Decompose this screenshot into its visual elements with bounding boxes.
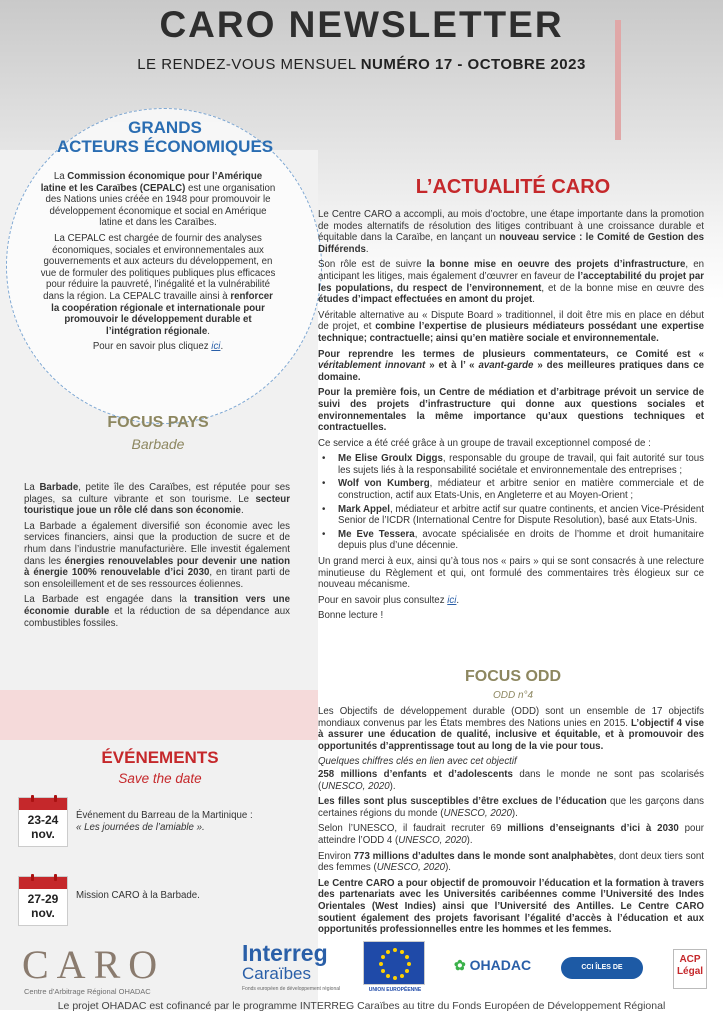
- acteurs-p1: La Commission économique pour l’Amérique latine et les Caraïbes (CEPALC) est une organisation des Nations unies créée en 1948 pour promouvoir le développement économique et social en Amérique latine et dans les Caraïbes.: [40, 171, 276, 229]
- odd-heading: FOCUS ODD: [465, 668, 561, 685]
- odd-p1: Les Objectifs de développement durable (ODD) sont un ensemble de 17 objectifs mondiaux convenus par les États membres des Nations unies en 2015. L’objectif 4 vise à assurer une éducation de qualité, inclusive et équitable, et à promouvoir des opportunités d’apprentissage tout au long de la vie pour tous.: [318, 706, 704, 752]
- actu-more: Pour en savoir plus consultez ici.: [318, 594, 460, 606]
- focus-pays-country: Barbade: [131, 436, 185, 452]
- member-item: • Me Eve Tessera, avocate spécialisée en droits de l’homme et droit humanitaire depuis plus d’une décennie.: [318, 529, 704, 552]
- odd-p6: Environ 773 millions d’adultes dans le monde sont analphabètes, dont deux tiers sont des femmes (UNESCO, 2020).: [318, 850, 704, 874]
- odd-p4: Les filles sont plus susceptibles d’être exclues de l’éducation que les garçons dans certaines régions du monde (UNESCO, 2020).: [318, 796, 704, 819]
- eu-flag-icon: [363, 941, 425, 985]
- actu-p4: Pour reprendre les termes de plusieurs commentateurs, ce Comité est « véritablement innovant » et à l’ « avant-garde » des meilleures pratiques dans ce domaine.: [318, 348, 704, 383]
- cci-logo: CCI ÎLES DE GUADELOUPE: [561, 957, 643, 979]
- actu-p2: Son rôle est de suivre la bonne mise en oeuvre des projets d’infrastructure, en anticipant les litiges, mais également d’œuvrer en faveur de l’acceptabilité du projet par les populations, du respect de l’environnement, et de la bonne mise en œuvre des études d’impact effectuées en amont du projet.: [318, 259, 704, 306]
- newsletter-subtitle: LE RENDEZ-VOUS MENSUEL NUMÉRO 17 - OCTOBRE 2023: [137, 56, 586, 73]
- acteurs-link[interactable]: ici: [211, 341, 221, 353]
- pays-p1: La Barbade, petite île des Caraïbes, est réputée pour ses plages, sa culture vibrante et son tourisme. Le secteur touristique joue un rôle clé dans son économie.: [24, 482, 290, 517]
- pink-band: [0, 690, 318, 740]
- member-item: • Me Elise Groulx Diggs, responsable du groupe de travail, qui fait autorité sur tous les sujets liés à la responsabilité sociétale et environnementale des entreprises ;: [318, 453, 704, 476]
- eu-label: UNION EUROPÉENNE: [368, 987, 422, 993]
- actualite-link[interactable]: ici: [447, 594, 457, 606]
- actualite-body: [318, 209, 704, 626]
- actu-p6: Ce service a été créé grâce à un groupe de travail exceptionnel composé de :: [318, 437, 651, 449]
- caro-logo: CARO: [22, 942, 166, 987]
- ohadac-logo: ✿ OHADAC: [454, 957, 532, 973]
- acteurs-heading: GRANDS ACTEURS ÉCONOMIQUES: [56, 118, 274, 156]
- odd-p5: Selon l’UNESCO, il faudrait recruter 69 millions d’enseignants d’ici à 2030 pour atteindre l’ODD 4 (UNESCO, 2020).: [318, 823, 704, 846]
- footer-note: Le projet OHADAC est cofinancé par le programme INTERREG Caraïbes au titre du Fonds Européen de Développement Régional: [57, 1000, 666, 1012]
- focus-pays-body: [24, 482, 290, 633]
- event-2: Mission CARO à la Barbade.: [76, 890, 200, 901]
- acteurs-p2: La CEPALC est chargée de fournir des analyses économiques, sociales et environnementales aux gouvernements et aux acteurs du développement, en vue de formuler des politiques publiques plus efficaces pour réduire la pauvreté, l’inégalité et la vulnérabilité dans la région. La CEPALC travaille ainsi à renforcer la coopération régionale et internationale pour promouvoir le développement durable et l’intégration régionale.: [40, 232, 276, 337]
- pays-p3: La Barbade est engagée dans la transition vers une économie durable et la réduction de sa dépendance aux combustibles fossiles.: [24, 594, 290, 629]
- odd-sub: ODD n°4: [492, 690, 534, 701]
- actualite-heading: L’ACTUALITÉ CARO: [415, 176, 611, 198]
- pays-p2: La Barbade a également diversifié son économie avec les services financiers, ainsi que la production de sucre et de rhum dans l’industrie manufacturière. Elle investit également dans les énergies renouvelables pour devenir une nation à énergie 100% renouvelable d’ici 2030, en tirant parti de son ensoleillement et de ses ressources éoliennes.: [24, 520, 291, 590]
- focus-pays-heading: FOCUS PAYS: [107, 414, 209, 431]
- member-item: • Mark Appel, médiateur et arbitre actif sur quatre continents, et ancien Vice-Président Senior de l’ICDR (International Centre for Dispute Resolution), basé aux Etats-Unis.: [318, 504, 704, 527]
- newsletter-title: CARO NEWSLETTER: [159, 4, 564, 45]
- actu-closing: Bonne lecture !: [318, 610, 384, 622]
- acteurs-body: [40, 171, 276, 357]
- caro-logo-subtitle: Centre d’Arbitrage Régional OHADAC: [24, 987, 151, 996]
- odd-p3: 258 millions d’enfants et d’adolescents dans le monde ne sont pas scolarisés (UNESCO, 2020).: [318, 768, 704, 792]
- acp-logo: ACP Légal: [673, 949, 707, 989]
- evenements-sub: Save the date: [118, 771, 202, 786]
- odd-p7: Le Centre CARO a pour objectif de promouvoir l’éducation et la formation à travers des partenariats avec les Universités caribéennes comme l’Université des Indes Orientales (West Indies) ainsi que l’Université des Antilles. Le Centre CARO soutient également des projets favorisant l’égalité d’accès à l’éducation et aux opportunités professionnelles entre les hommes et les femmes.: [318, 877, 704, 936]
- members-list: [318, 453, 704, 552]
- odd-body: [318, 706, 704, 940]
- actu-p3: Véritable alternative au « Dispute Board » traditionnel, il doit être mis en place en début de projet, et combine l’expertise de plusieurs médiateurs possédant une expertise technique; contractuelle; ainsi qu’en matière sociale et environnementale.: [318, 309, 704, 344]
- odd-p2: Quelques chiffres clés en lien avec cet objectif: [318, 756, 517, 768]
- actu-p7: Un grand merci à eux, ainsi qu’à tous nos « pairs » qui se sont consacrés à une relecture minutieuse du Règlement et qui, ont formulé des commentaires très élogieux sur ce nouveau mécanisme.: [318, 556, 704, 591]
- partner-logos: [0, 935, 723, 995]
- acteurs-more: Pour en savoir plus cliquez ici.: [92, 341, 224, 353]
- calendar-icon: 27-29 nov.: [18, 876, 68, 926]
- actu-p5: Pour la première fois, un Centre de médiation et d’arbitrage prévoit un service de suivi des projets d’infrastructure qui donne aux questions sociales et environnementales la même importance qu’aux questions techniques et contractuelles.: [318, 387, 704, 434]
- calendar-icon: 23-24 nov.: [18, 797, 68, 847]
- member-item: • Wolf von Kumberg, médiateur et arbitre senior en matière commerciale et de construction, actif aux Etats-Unis, en Angleterre et au Moyen-Orient ;: [318, 478, 704, 501]
- interreg-logo: Interreg Caraïbes Fonds européen de développement régional: [242, 940, 341, 992]
- event-1: Événement du Barreau de la Martinique : « Les journées de l’amiable ».: [76, 810, 253, 833]
- actu-p1: Le Centre CARO a accompli, au mois d’octobre, une étape importante dans la promotion de modes alternatifs de résolution des litiges contribuant à une croissance durable et équitable dans la Caraïbe, en lançant un nouveau service : le Comité de Gestion des Différends.: [318, 209, 704, 255]
- evenements-heading: ÉVÉNEMENTS: [101, 748, 219, 767]
